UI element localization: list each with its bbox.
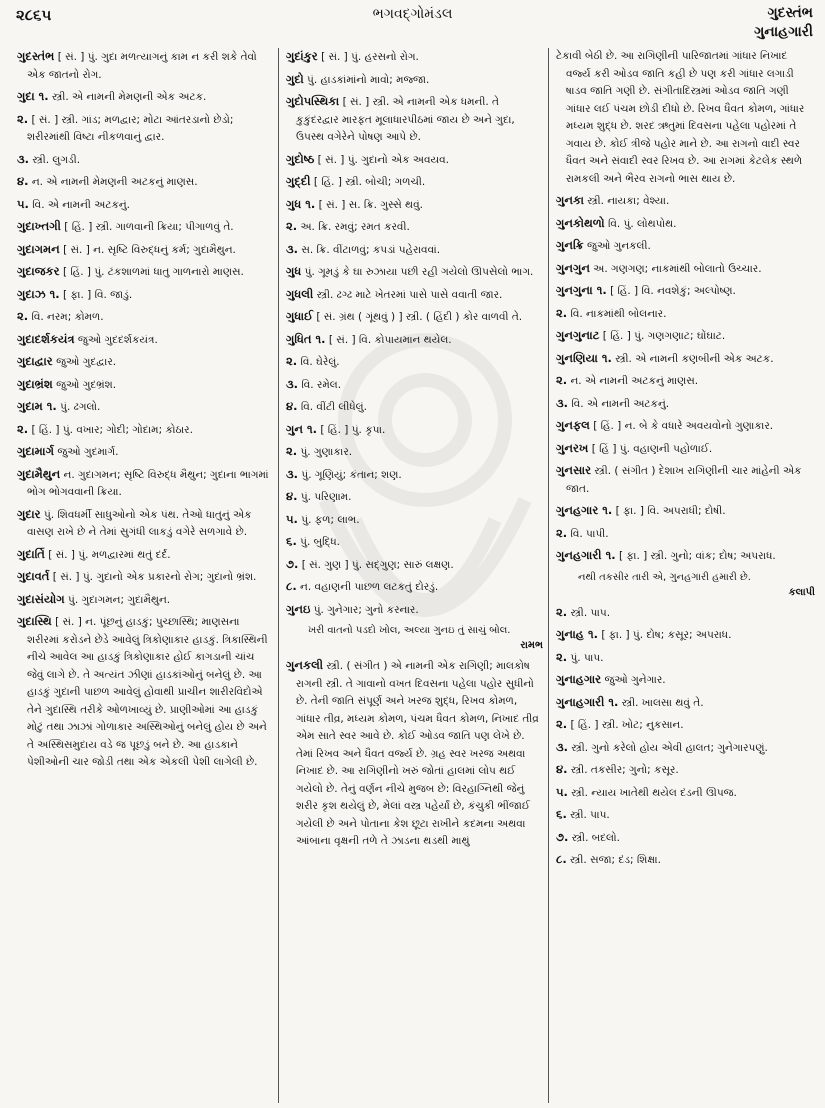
entry-headword: ૩.: [17, 151, 30, 166]
dictionary-entry: [554, 440, 815, 459]
dictionary-entry: [284, 71, 543, 90]
entry-definition: જુઓ ગુદદ્વાર.: [56, 356, 117, 368]
dictionary-entry: [15, 421, 273, 440]
entry-headword: ગુનઇ: [286, 601, 311, 616]
entry-headword: ગુનફલ: [556, 418, 590, 432]
entry-definition: [ સં. ] સ્ત્રી. ગાંડ; મળદ્વાર; મોટા આંતરડાનો છેડો; શરીરમાંથી વિષ્ટા નીકળવાનું દ્વાર.: [27, 113, 234, 143]
dictionary-entry: [15, 151, 273, 170]
entry-definition: [ સં. ] પું. ગુદાનો એક પ્રકારનો રોગ; ગુદાનો ભ્રંશ.: [52, 571, 257, 583]
entry-headword: ૬.: [556, 807, 567, 821]
entry-definition: [ હિં. ] સ્ત્રી. ખોટ; નુકસાન.: [570, 719, 684, 731]
entry-headword: ૨.: [556, 305, 568, 320]
entry-headword: ગુદાઝ ૧.: [17, 286, 60, 301]
dictionary-entry: [15, 613, 273, 772]
dictionary-entry: [554, 671, 815, 690]
entry-quotation: [554, 570, 815, 600]
dictionary-entry: [554, 525, 815, 544]
entry-definition: વિ. એ નામની અટકનું.: [32, 198, 131, 211]
entry-definition: પું. ગુનેગાર; ગુનો કરનાર.: [313, 603, 419, 616]
dictionary-entry: [554, 350, 815, 369]
dictionary-entry: [284, 657, 543, 851]
entry-headword: ગુદાદર્શકયંત્ર: [17, 331, 75, 346]
entry-definition: સ્ત્રી. ( સંગીત ) એ નામની એક રાગિણી; માલકોષ રાગની સ્ત્રી. તે ગાવાનો વખત દિવસના પહેલા પહોર સુધીનો છે. તેની જાતિ સંપૂર્ણ અને ખરજ શુદ્ધ, રિખવ કોમળ, ગાંધાર તીવ્ર, મધ્યમ કોમળ, પંચમ ધૈવત કોમળ, નિખાદ તીવ્ર એમ સાતે સ્વર આવે છે. કોઈ ઓડવ જાતિ પણ લેખે છે. તેમાં રિખવ અને ધૈવત વર્જ્ય છે. ગ્રહ સ્વર ખરજ અથવા નિખાદ છે. આ રાગિણીનો ખરું જોતાં હાલમાં લોપ થઈ ગયેલો છે. તેનું વર્ણન નીચે મુજબ છે: વિરહાગ્નિથી જેનું શરીર કૃશ થયેલું છે, મેલાં વસ્ત્ર પહેર્યાં છે, કંચુકી ભીંજાઈ ગયેલી છે અને પોતાના કેશ છૂટા રાખીને કદમના અથવા આંબાના વૃક્ષની તળે તે ઝાડના થડથી માથું: [296, 660, 539, 847]
entry-headword: ૪.: [17, 174, 29, 188]
dictionary-entry: [15, 218, 273, 237]
dictionary-entry: [554, 806, 815, 825]
dictionary-entry: [15, 48, 273, 84]
entry-headword: ગુનહગાર ૧.: [556, 503, 613, 517]
entry-definition: વિ. એ નામની અટકનું.: [571, 397, 670, 410]
entry-definition: [ સં. ] પું. ગુદા મળત્યાગનું કામ ન કરી શકે તેવો એક જાતનો રોગ.: [27, 51, 257, 81]
dictionary-entry: [554, 372, 815, 391]
entry-definition: સ્ત્રી. બદલો.: [571, 831, 620, 844]
entry-definition: ન. ગુદાગમન; સૃષ્ટિ વિરુદ્ધ મૈથુન; ગુદાના ભાગમાં ભોગ ભોગવવાની ક્રિયા.: [27, 468, 269, 498]
dictionary-entry: [554, 462, 815, 498]
entry-definition: જુઓ ગુનકલી.: [587, 240, 651, 252]
dictionary-entry: [284, 48, 543, 67]
entry-headword: ૨.: [17, 421, 29, 436]
entry-headword: ગુદામ ૧.: [17, 399, 57, 413]
dictionary-entry: [554, 327, 815, 346]
entry-headword: ગુનહગારી ૧.: [556, 548, 616, 562]
entry-headword: ગુધાઈ: [286, 309, 313, 323]
entry-definition: પું. ઢગલો.: [60, 401, 101, 413]
guide-word-bottom: ગુનાહગારી: [754, 24, 813, 40]
dictionary-entry: [554, 761, 815, 780]
entry-definition: [ હિં. ] ન. બે કે વધારે અવયવોનો ગુણાકાર.: [593, 420, 774, 432]
dictionary-entry: [554, 282, 815, 301]
entry-definition: પું. શિવધર્મી સાધુઓનો એક પંથ. તેઓ ધાતુનું એક વાસણ રાખે છે ને તેમાં સુગંધી લાકડું વગેરે સળગાવે છે.: [27, 508, 252, 538]
entry-headword: ૪.: [286, 489, 298, 503]
entry-definition: [ સં. ] વિ. કોપાયમાન થયેલ.: [328, 333, 452, 346]
dictionary-entry: [554, 851, 815, 870]
entry-headword: ૨.: [17, 309, 29, 323]
entry-definition: સ્ત્રી. ઢગ્ઢ માટે ખેતરમાં પાસે પાસે વવાતી જાર.: [316, 288, 503, 301]
entry-headword: ગુનાહ ૧.: [556, 627, 598, 641]
entry-headword: ગુનગુન: [556, 260, 590, 275]
entry-headword: ગુદાંકુર: [286, 49, 318, 63]
column-1: [10, 48, 278, 1103]
entry-headword: ગુનરખ: [556, 440, 589, 455]
entry-definition: [ હિં. ] સ્ત્રી. ગાળવાની ક્રિયા; પીગાળવું તે.: [64, 221, 234, 233]
guide-words: [754, 4, 813, 42]
entry-definition: [ ફા. ] સ્ત્રી. ગુનો; વાંક; દોષ; અપરાધ.: [618, 550, 776, 562]
dictionary-entry: [554, 237, 815, 256]
dictionary-entry: [284, 578, 543, 597]
dictionary-entry: [284, 241, 543, 260]
entry-definition: જુઓ ગુનેગાર.: [604, 674, 666, 686]
entry-headword: ૮.: [556, 852, 567, 866]
entry-headword: ૬.: [286, 534, 297, 548]
entry-definition: પું. પાપ.: [570, 651, 604, 664]
entry-headword: ૩.: [556, 739, 569, 754]
dictionary-entry: [15, 546, 273, 565]
entry-definition: જુઓ ગુદમાર્ગ.: [57, 446, 119, 458]
entry-headword: ગુધિત ૧.: [286, 331, 326, 346]
book-title: ભગવદ્ગોમંડલ: [372, 6, 453, 22]
dictionary-entry: [15, 111, 273, 147]
entry-definition: અ. ક્રિ. રમવું; રમત કરવી.: [300, 221, 410, 233]
entry-definition: પું. હાડકાંમાંનો માવો; મજ્જા.: [307, 73, 430, 86]
dictionary-entry: [554, 626, 815, 645]
entry-definition: પું. પરિણામ.: [300, 491, 352, 503]
dictionary-entry: [554, 417, 815, 436]
entry-definition: પું. ગૂમડું કે ઘા રુઝાયા પછી રહી ગયેલો ઊપસેલો ભાગ.: [304, 266, 534, 278]
dictionary-entry: [15, 88, 273, 107]
entry-definition: વિ. પાપી.: [570, 527, 609, 540]
dictionary-entry: [284, 488, 543, 507]
entry-headword: ગુનગુના ૧.: [556, 283, 607, 297]
entry-definition: પું. ગુદાગમન; ગુદામૈથુન.: [68, 593, 171, 606]
dictionary-entry: [554, 547, 815, 566]
dictionary-entry: [284, 286, 543, 305]
dictionary-entry: [284, 263, 543, 282]
dictionary-entry: [284, 601, 543, 620]
entry-headword: ગુદાસંયોગ: [17, 591, 65, 606]
entry-headword: ગુધ: [286, 264, 302, 278]
entry-headword: ગુદાગમન: [17, 241, 60, 256]
dictionary-entry: [284, 421, 543, 440]
entry-definition: સ્ત્રી. એ નામની કણબીની એક અટક.: [615, 352, 774, 365]
entry-headword: ગુદોપસ્થિકા: [286, 94, 340, 108]
entry-headword: ૨.: [556, 525, 568, 540]
entry-definition: [ હિં. ] સ્ત્રી. બોચી; ગળચી.: [313, 176, 426, 188]
dictionary-entry: [284, 331, 543, 350]
dictionary-entry: [15, 263, 273, 282]
entry-definition: [ હિં. ] પું. ગણગણાટ; ઘોંઘાટ.: [602, 330, 726, 342]
entry-definition: પું. ગૂણિયું; કંતાન; શણ.: [301, 468, 402, 481]
entry-headword: ગુદ્દી: [286, 174, 311, 188]
dictionary-entry: [15, 286, 273, 305]
entry-definition: વિ. ઘેરેલું.: [300, 356, 340, 368]
dictionary-entry: [284, 556, 543, 575]
entry-definition: પું. ફળ; લાભ.: [301, 513, 360, 526]
entry-headword: ૩.: [556, 395, 569, 410]
entry-headword: ગુન ૧.: [286, 421, 317, 436]
dictionary-entry: [554, 784, 815, 803]
page-number: ૨૮૬૫: [16, 6, 52, 24]
dictionary-entry: [15, 376, 273, 395]
entry-definition: [ હિં. ] પું. કૃપા.: [320, 423, 386, 436]
dictionary-entry: [284, 196, 543, 215]
entry-headword: ૨.: [556, 373, 568, 387]
dictionary-entry: [554, 694, 815, 713]
column-2: [278, 48, 548, 1103]
dictionary-entry: [284, 308, 543, 327]
dictionary-entry: [15, 466, 273, 502]
dictionary-entry: [15, 308, 273, 327]
entry-headword: ૩.: [286, 376, 299, 391]
dictionary-entry: [284, 93, 543, 147]
entry-headword: ગુદાજકર: [17, 264, 60, 278]
entry-definition: [ હિં. ] પું. વખાર; ગોદી; ગોદામ; કોઠાર.: [31, 423, 193, 436]
dictionary-entry: [284, 173, 543, 192]
dictionary-entry: [554, 215, 815, 234]
entry-headword: ગુદાદ્વાર: [17, 354, 53, 368]
dictionary-entry: [284, 443, 543, 462]
dictionary-entry: [15, 398, 273, 417]
entry-definition: ન. વહાણની પાછળ લટકતું દોરડું.: [300, 581, 439, 593]
dictionary-entry: [284, 218, 543, 237]
entry-headword: ગુનસાર: [556, 463, 592, 477]
entry-definition: સ. ક્રિ. વીંટાળવું; કપડાં પહેરાવવાં.: [301, 243, 441, 256]
entry-headword: ૨.: [556, 717, 568, 731]
quotation-source: કલાપી: [788, 586, 815, 598]
dictionary-entry: [554, 395, 815, 414]
dictionary-entry: [284, 466, 543, 485]
entry-definition: [ ફા. ] વિ. અપરાધી; દોષી.: [615, 505, 726, 517]
dictionary-entry: [284, 533, 543, 552]
entry-definition: સ્ત્રી. પાપ.: [570, 606, 611, 619]
entry-headword: ૨.: [286, 354, 298, 368]
entry-quotation: [284, 623, 543, 653]
entry-headword: ગુદાસ્થિ: [17, 614, 52, 628]
dictionary-entry: [554, 305, 815, 324]
entry-headword: ગુદામાર્ગ: [17, 444, 54, 458]
entry-headword: ગુદાભ્રંશ: [17, 376, 53, 391]
entry-headword: ગુધ ૧.: [286, 196, 316, 211]
page-header: [0, 0, 825, 44]
entry-definition: સ્ત્રી. ન્યાય ખાતેથી થયેલ દંડની ઊપજ.: [571, 786, 737, 799]
entry-headword: ગુનગુનાટ: [556, 328, 600, 342]
quotation-text: નથી તકસીર તારી એ, ગુનહગારી હમારી છે.: [578, 571, 751, 583]
entry-headword: ૪.: [556, 762, 568, 776]
dictionary-entry: [554, 192, 815, 211]
dictionary-entry: [15, 443, 273, 462]
dictionary-entry: [554, 829, 815, 848]
entry-headword: ૨.: [286, 219, 298, 233]
entry-definition: સ્ત્રી. નાયકા; વેશ્યા.: [587, 195, 670, 207]
entry-definition: સ્ત્રી. ( સંગીત ) દેશાખ રાગિણીની ચાર માંહેની એક જાત.: [566, 465, 802, 495]
quotation-source: રામભ: [520, 640, 543, 651]
entry-definition: [ હિં. ] પું. ટંકશાળમાં ધાતુ ગાળનારો માણસ.: [62, 266, 244, 278]
entry-definition: [ સં. ગ્રંથ ( ગૂંથવું ) ] સ્ત્રી. ( હિંદી ) કોર વાળવી તે.: [316, 311, 523, 323]
entry-definition: ટેકાવી બેઠી છે. આ રાગિણીની પારિજાતમાં ગાંધાર નિખાદ વર્જ્ય કરી ઓડવ જાતિ કહી છે પણ કરી ગાંધાર લગાડી ષાડવ જાતિ ગણી છે. સંગીતાદિસ્ત્રમાં ઓડવ જાતિ ગણી ગાંધાર લઈ પંચમ છોડી દીધો છે. રિખવ ધૈવત કોમળ, ગાંધાર મધ્યમ શુદ્ધ છે. શરદ ઋતુમાં દિવસના પહેલા પહોરમાં તે ગવાય છે. કોઈ ત્રીજે પહોર માને છે. આ રાગનો વાદી સ્વર ધૈવત અને સંવાદી સ્વર રિખવ છે. આ રાગમાં કેટલેક સ્થળે રામકલી અને ભૈરવ રાગનો ભાસ થાય છે.: [556, 50, 805, 185]
dictionary-columns: [10, 48, 820, 1103]
quotation-text: ખરી વાતનો પડદો ખોલ, અલ્યા ગુનઇ તું સાચું બોલ.: [308, 625, 511, 636]
entry-headword: ગુદો: [286, 71, 304, 86]
entry-headword: ગુદાર: [17, 506, 41, 521]
dictionary-entry: [554, 716, 815, 735]
entry-headword: ૫.: [17, 196, 29, 211]
entry-definition: [ ફા. ] વિ. જાડું.: [62, 288, 133, 301]
entry-definition: ન. એ નામની મેમણની અટકનું માણસ.: [31, 176, 198, 188]
dictionary-entry: [554, 604, 815, 623]
entry-headword: ગુદાર્તિ: [17, 546, 45, 561]
entry-definition: વિ. નાકમાંથી બોલનાર.: [570, 307, 667, 320]
entry-headword: ગુદા ૧.: [17, 89, 49, 103]
dictionary-entry: [15, 331, 273, 350]
entry-definition: [ સં. ગુણ ] પું. સદ્ગુણ; સારું લક્ષણ.: [301, 558, 454, 571]
entry-definition: [ સં. ] ન. સૃષ્ટિ વિરુદ્ધનું કર્મ; ગુદામૈથુન.: [63, 243, 236, 256]
entry-definition: વિ. પું. લોથપોથ.: [607, 217, 677, 230]
entry-headword: ૨.: [556, 649, 568, 664]
entry-headword: ગુદોષ્ઠ: [286, 151, 315, 166]
dictionary-entry: [15, 353, 273, 372]
entry-headword: ૮.: [286, 579, 297, 593]
entry-definition: [ સં. ] ન. પૂંછનું હાડકું; પુચ્છાસ્થિ; માણસના શરીરમાં કરોડને છેડે આવેલું ત્રિકોણાકાર હાડકું. ત્રિકાસ્થિની નીચે આવેલ આ હાડકું ત્રિકોણાકાર હોઈ કાગડાની ચાંચ જેવું લાગે છે. તે અત્યંત ઝીણાં હાડકાંઓનું બનેલું છે. આ હાડકું ગુદાની પાછળ આવેલું હોવાથી પ્રાચીન શારીરવિદોએ તેને ગુદાસ્થિ તરીકે ઓળખાવ્યું છે. પ્રાણીઓમાં આ હાડકું મોટું તથા ઝાઝાં ગોળાકાર અસ્થિઓનું બનેલું હોય છે અને તે અસ્થિસમુદાય વડે જ પૂછડું બને છે. આ હાડકાને પેશીઓની ચાર જોડી તથા એક એકલી પેશી લાગેલી છે.: [27, 616, 268, 768]
entry-definition: [ હિં. ] વિ. નવશેકું; અલ્પોષ્ણ.: [610, 285, 736, 297]
dictionary-entry: [554, 739, 815, 758]
entry-headword: ૫.: [556, 784, 568, 799]
dictionary-entry: [284, 353, 543, 372]
entry-definition: સ્ત્રી. એ નામની મેમણની એક અટક.: [52, 91, 207, 103]
entry-headword: ગુનકલી: [286, 658, 324, 672]
dictionary-entry: [15, 568, 273, 587]
entry-definition: અ. ગણગણ; નાકમાંથી બોલાતો ઉચ્ચાર.: [593, 262, 762, 275]
entry-headword: ગુનકા: [556, 193, 584, 207]
entry-definition: સ્ત્રી. તકસીર; ગુનો; કસૂર.: [570, 764, 679, 776]
dictionary-entry: [15, 591, 273, 610]
dictionary-entry: [284, 398, 543, 417]
entry-definition: વિ. નરમ; કોમળ.: [31, 311, 104, 323]
entry-headword: ગુધલી: [286, 286, 314, 301]
dictionary-entry: [15, 196, 273, 215]
entry-definition: [ હિં ] પું. વહાણની પહોળાઈ.: [591, 442, 713, 455]
entry-headword: ૭.: [286, 556, 299, 571]
dictionary-entry: [284, 511, 543, 530]
entry-definition: સ્ત્રી. સજા; દંડ; શિક્ષા.: [570, 854, 661, 866]
dictionary-entry: [15, 173, 273, 192]
entry-headword: ૩.: [286, 241, 299, 256]
entry-headword: ૨.: [286, 444, 298, 458]
entry-definition: સ્ત્રી. ખાલસા થવું તે.: [621, 696, 704, 709]
entry-headword: ગુનકોથળો: [556, 215, 605, 230]
entry-headword: ગુદાવર્ત: [17, 569, 50, 583]
guide-word-top: ગુદસ્તંભ: [767, 5, 813, 21]
entry-headword: ગુદામૈથુન: [17, 466, 61, 481]
entry-definition: [ સં. ] પું. હરસનો રોગ.: [321, 51, 419, 63]
entry-headword: ગુનક્રિ: [556, 238, 584, 252]
dictionary-entry: [554, 260, 815, 279]
entry-definition: સ્ત્રી. લુગડી.: [32, 153, 81, 166]
column-3: [548, 48, 820, 1103]
entry-headword: ૨.: [17, 111, 29, 126]
entry-definition: વિ. વીંટી લીધેલું.: [300, 401, 367, 413]
entry-headword: ગુનાહગારી ૧.: [556, 694, 619, 709]
dictionary-entry: [554, 649, 815, 668]
entry-definition: [ ફા. ] પું. દોષ; કસૂર; અપરાધ.: [601, 629, 732, 641]
entry-definition: જુઓ ગુદભ્રંશ.: [56, 378, 117, 391]
entry-definition: [ સં. ] પું. ગુદાનો એક અવયવ.: [317, 153, 450, 166]
entry-headword: ૫.: [286, 511, 298, 526]
entry-definition: પું. બુદ્ધિ.: [300, 536, 340, 548]
entry-definition: સ્ત્રી. પાપ.: [570, 809, 610, 821]
dictionary-entry: [15, 241, 273, 260]
entry-headword: ૪.: [286, 399, 298, 413]
entry-definition: [ સં. ] સ્ત્રી. એ નામની એક ધમની. તે કુકુંદરદ્વાર મારફત મૂલાધારપીઠમાં જાય છે અને ગુદા, ઉપસ્થ વગેરેને પોષણ આપે છે.: [296, 96, 515, 143]
entry-definition: [ સં. ] પું. મળદ્વારમાં થતું દર્દ.: [48, 548, 171, 561]
entry-headword: ૭.: [556, 829, 569, 844]
entry-headword: ૨.: [556, 604, 568, 619]
entry-headword: ગુનાહગાર: [556, 672, 602, 686]
dictionary-entry: [15, 506, 273, 542]
entry-headword: ૩.: [286, 466, 299, 481]
dictionary-entry: [554, 48, 815, 188]
dictionary-entry: [284, 151, 543, 170]
entry-definition: સ્ત્રી. ગુનો કરેલો હોય એવી હાલત; ગુનેગારપણું.: [571, 741, 768, 754]
entry-headword: ગુનણિયા ૧.: [556, 350, 612, 365]
dictionary-entry: [554, 502, 815, 521]
dictionary-entry: [284, 376, 543, 395]
entry-headword: ગુદાખ્તગી: [17, 219, 61, 233]
entry-definition: જુઓ ગુદદર્શકયંત્ર.: [77, 333, 158, 346]
entry-definition: [ સં. ] સ. ક્રિ. ગુસ્સે થવું.: [318, 198, 423, 211]
entry-definition: વિ. રમેલ.: [301, 378, 342, 391]
entry-definition: ન. એ નામની અટકનું માણસ.: [570, 375, 699, 387]
entry-definition: પું. ગુણાકાર.: [300, 446, 353, 458]
entry-headword: ગુદસ્તંભ: [17, 49, 55, 63]
